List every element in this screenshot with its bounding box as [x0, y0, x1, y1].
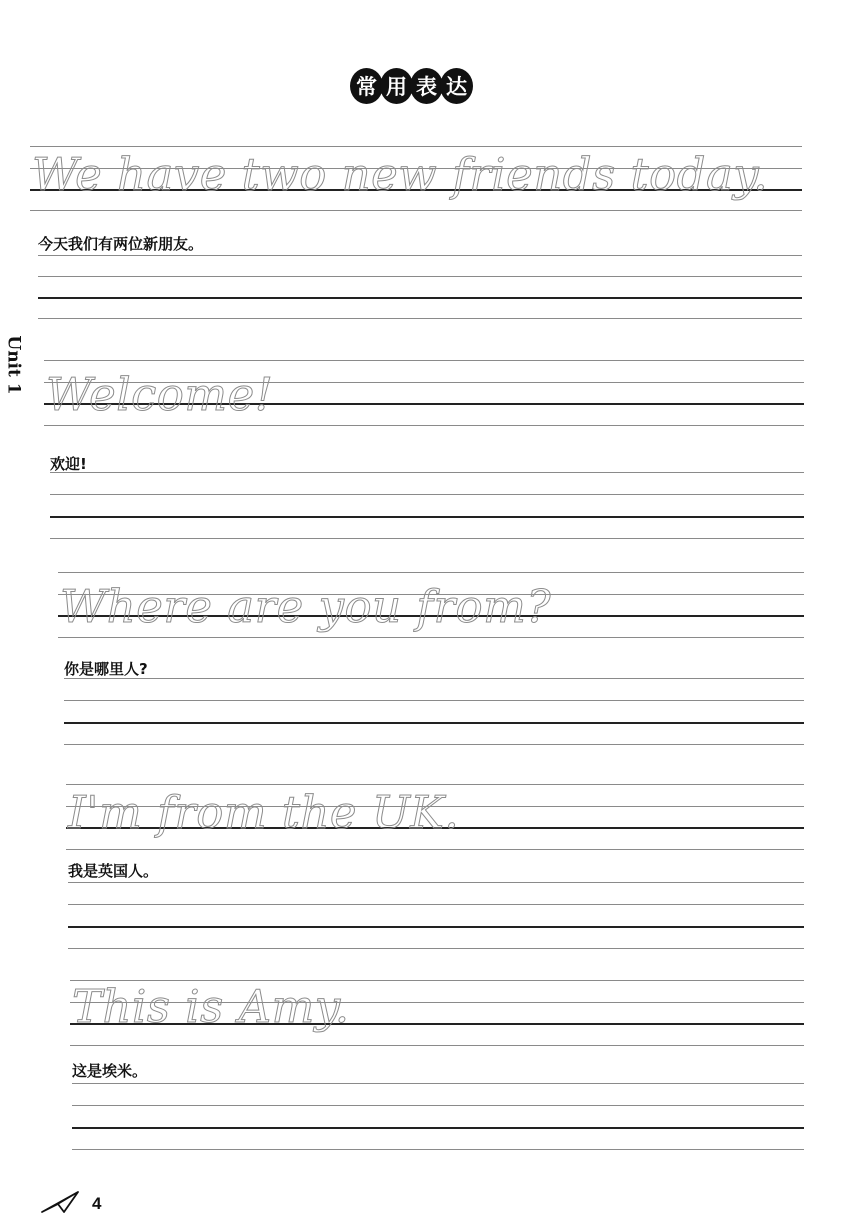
writing-rule [72, 1105, 804, 1106]
writing-rule-baseline [38, 297, 802, 299]
writing-rule [44, 360, 804, 361]
unit-label: Unit 1 [4, 335, 24, 395]
page-footer [40, 1190, 101, 1218]
writing-rule [68, 948, 804, 949]
writing-rule [66, 784, 804, 785]
writing-rule-baseline [50, 516, 804, 518]
chinese-translation: 欢迎! [50, 455, 87, 473]
writing-rule [50, 472, 804, 473]
title-char: 表 [410, 68, 443, 104]
writing-rule [38, 255, 802, 256]
writing-rule [68, 904, 804, 905]
tracing-sentence: Where are you from? [60, 580, 551, 633]
paper-plane-icon [40, 1190, 80, 1218]
writing-rule [58, 637, 804, 638]
writing-rule [68, 882, 804, 883]
writing-rule [58, 572, 804, 573]
title-char: 常 [350, 68, 383, 104]
tracing-sentence: We have two new friends today. [32, 148, 769, 201]
writing-rule [72, 1149, 804, 1150]
writing-rule-baseline [64, 722, 804, 724]
tracing-sentence: Welcome! [46, 368, 274, 421]
chinese-translation: 你是哪里人? [64, 660, 148, 678]
writing-rule [30, 210, 802, 211]
title-char: 达 [440, 68, 473, 104]
chinese-translation: 我是英国人。 [68, 862, 159, 880]
writing-rule-baseline [72, 1127, 804, 1129]
writing-rule [38, 318, 802, 319]
writing-rule [70, 1045, 804, 1046]
writing-rule [64, 678, 804, 679]
tracing-sentence: I'm from the UK. [68, 786, 460, 839]
chinese-translation: 这是埃米。 [72, 1062, 148, 1080]
writing-rule [64, 744, 804, 745]
writing-rule-baseline [68, 926, 804, 928]
writing-rule [30, 146, 802, 147]
writing-rule [38, 276, 802, 277]
writing-rule [64, 700, 804, 701]
writing-rule [50, 538, 804, 539]
unit-side-tab [2, 330, 26, 400]
writing-rule [44, 425, 804, 426]
writing-rule [50, 494, 804, 495]
title-char: 用 [380, 68, 413, 104]
writing-rule [72, 1083, 804, 1084]
chinese-translation: 今天我们有两位新朋友。 [38, 235, 204, 253]
tracing-sentence: This is Amy. [72, 980, 350, 1033]
writing-rule [66, 849, 804, 850]
section-title [353, 68, 473, 104]
page-number: 4 [92, 1194, 102, 1213]
